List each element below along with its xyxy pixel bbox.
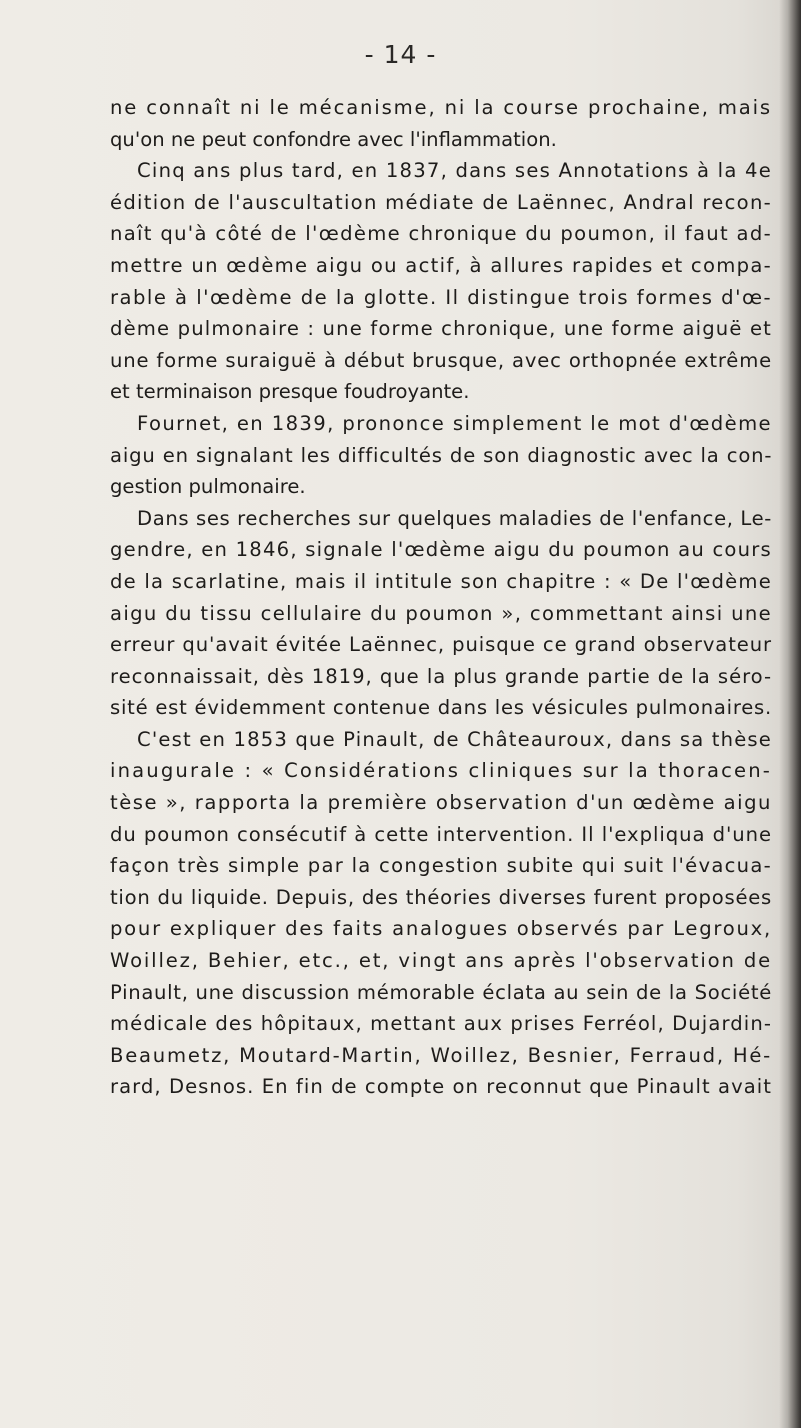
text-line: gestion pulmonaire. (110, 475, 306, 499)
text-line: tion du liquide. Depuis, des théories diverses furent proposées (110, 885, 772, 909)
body-text (110, 92, 772, 1103)
text-line: du poumon consécutif à cette intervention. Il l'expliqua d'une (110, 822, 772, 846)
text-line: qu'on ne peut confondre avec l'inflammation. (110, 127, 557, 151)
text-line: Dans ses recherches sur quelques maladies de l'enfance, Le- (137, 506, 772, 530)
text-line: naît qu'à côté de l'œdème chronique du poumon, il faut ad- (110, 222, 772, 246)
text-line: gendre, en 1846, signale l'œdème aigu du poumon au cours (110, 538, 772, 562)
page-number: - 14 - (364, 40, 437, 69)
page-edge-shadow (779, 0, 801, 1428)
text-line: édition de l'auscultation médiate de Laënnec, Andral recon- (110, 190, 772, 214)
text-line: façon très simple par la congestion subite qui suit l'évacua- (110, 854, 772, 878)
text-line: ne connaît ni le mécanisme, ni la course prochaine, mais (110, 96, 772, 119)
text-line: reconnaissait, dès 1819, que la plus grande partie de la séro- (110, 664, 772, 688)
text-line: inaugurale : « Considérations cliniques sur la thoracen- (110, 759, 772, 783)
text-line: mettre un œdème aigu ou actif, à allures rapides et compa- (110, 253, 772, 277)
text-line: une forme suraiguë à début brusque, avec orthopnée extrême (110, 348, 772, 372)
text-line: Beaumetz, Moutard-Martin, Woillez, Besnier, Ferraud, Hé- (110, 1043, 772, 1067)
text-line: erreur qu'avait évitée Laënnec, puisque ce grand observateur (110, 633, 772, 657)
text-line: rard, Desnos. En fin de compte on reconnut que Pinault avait (110, 1075, 772, 1099)
text-line: de la scarlatine, mais il intitule son chapitre : « De l'œdème (110, 569, 772, 593)
text-line: Woillez, Behier, etc., et, vingt ans après l'observation de (110, 949, 772, 973)
text-line: Fournet, en 1839, prononce simplement le mot d'œdème (137, 411, 772, 435)
text-line: C'est en 1853 que Pinault, de Châteauroux, dans sa thèse (137, 727, 772, 751)
text-line: rable à l'œdème de la glotte. Il distingue trois formes d'œ- (110, 285, 772, 309)
text-line: médicale des hôpitaux, mettant aux prises Ferréol, Dujardin- (110, 1012, 772, 1036)
text-line: aigu en signalant les difficultés de son diagnostic avec la con- (110, 443, 772, 467)
text-line: pour expliquer des faits analogues observés par Legroux, (110, 917, 772, 941)
text-line: Cinq ans plus tard, en 1837, dans ses Annotations à la 4e (137, 159, 772, 183)
text-line: aigu du tissu cellulaire du poumon », commettant ainsi une (110, 601, 772, 625)
text-line: sité est évidemment contenue dans les vésicules pulmonaires. (110, 696, 772, 720)
text-line: dème pulmonaire : une forme chronique, une forme aiguë et (110, 317, 772, 341)
text-line: Pinault, une discussion mémorable éclata au sein de la Société (110, 980, 772, 1004)
text-line: et terminaison presque foudroyante. (110, 380, 470, 404)
text-line: tèse », rapporta la première observation d'un œdème aigu (110, 791, 772, 815)
